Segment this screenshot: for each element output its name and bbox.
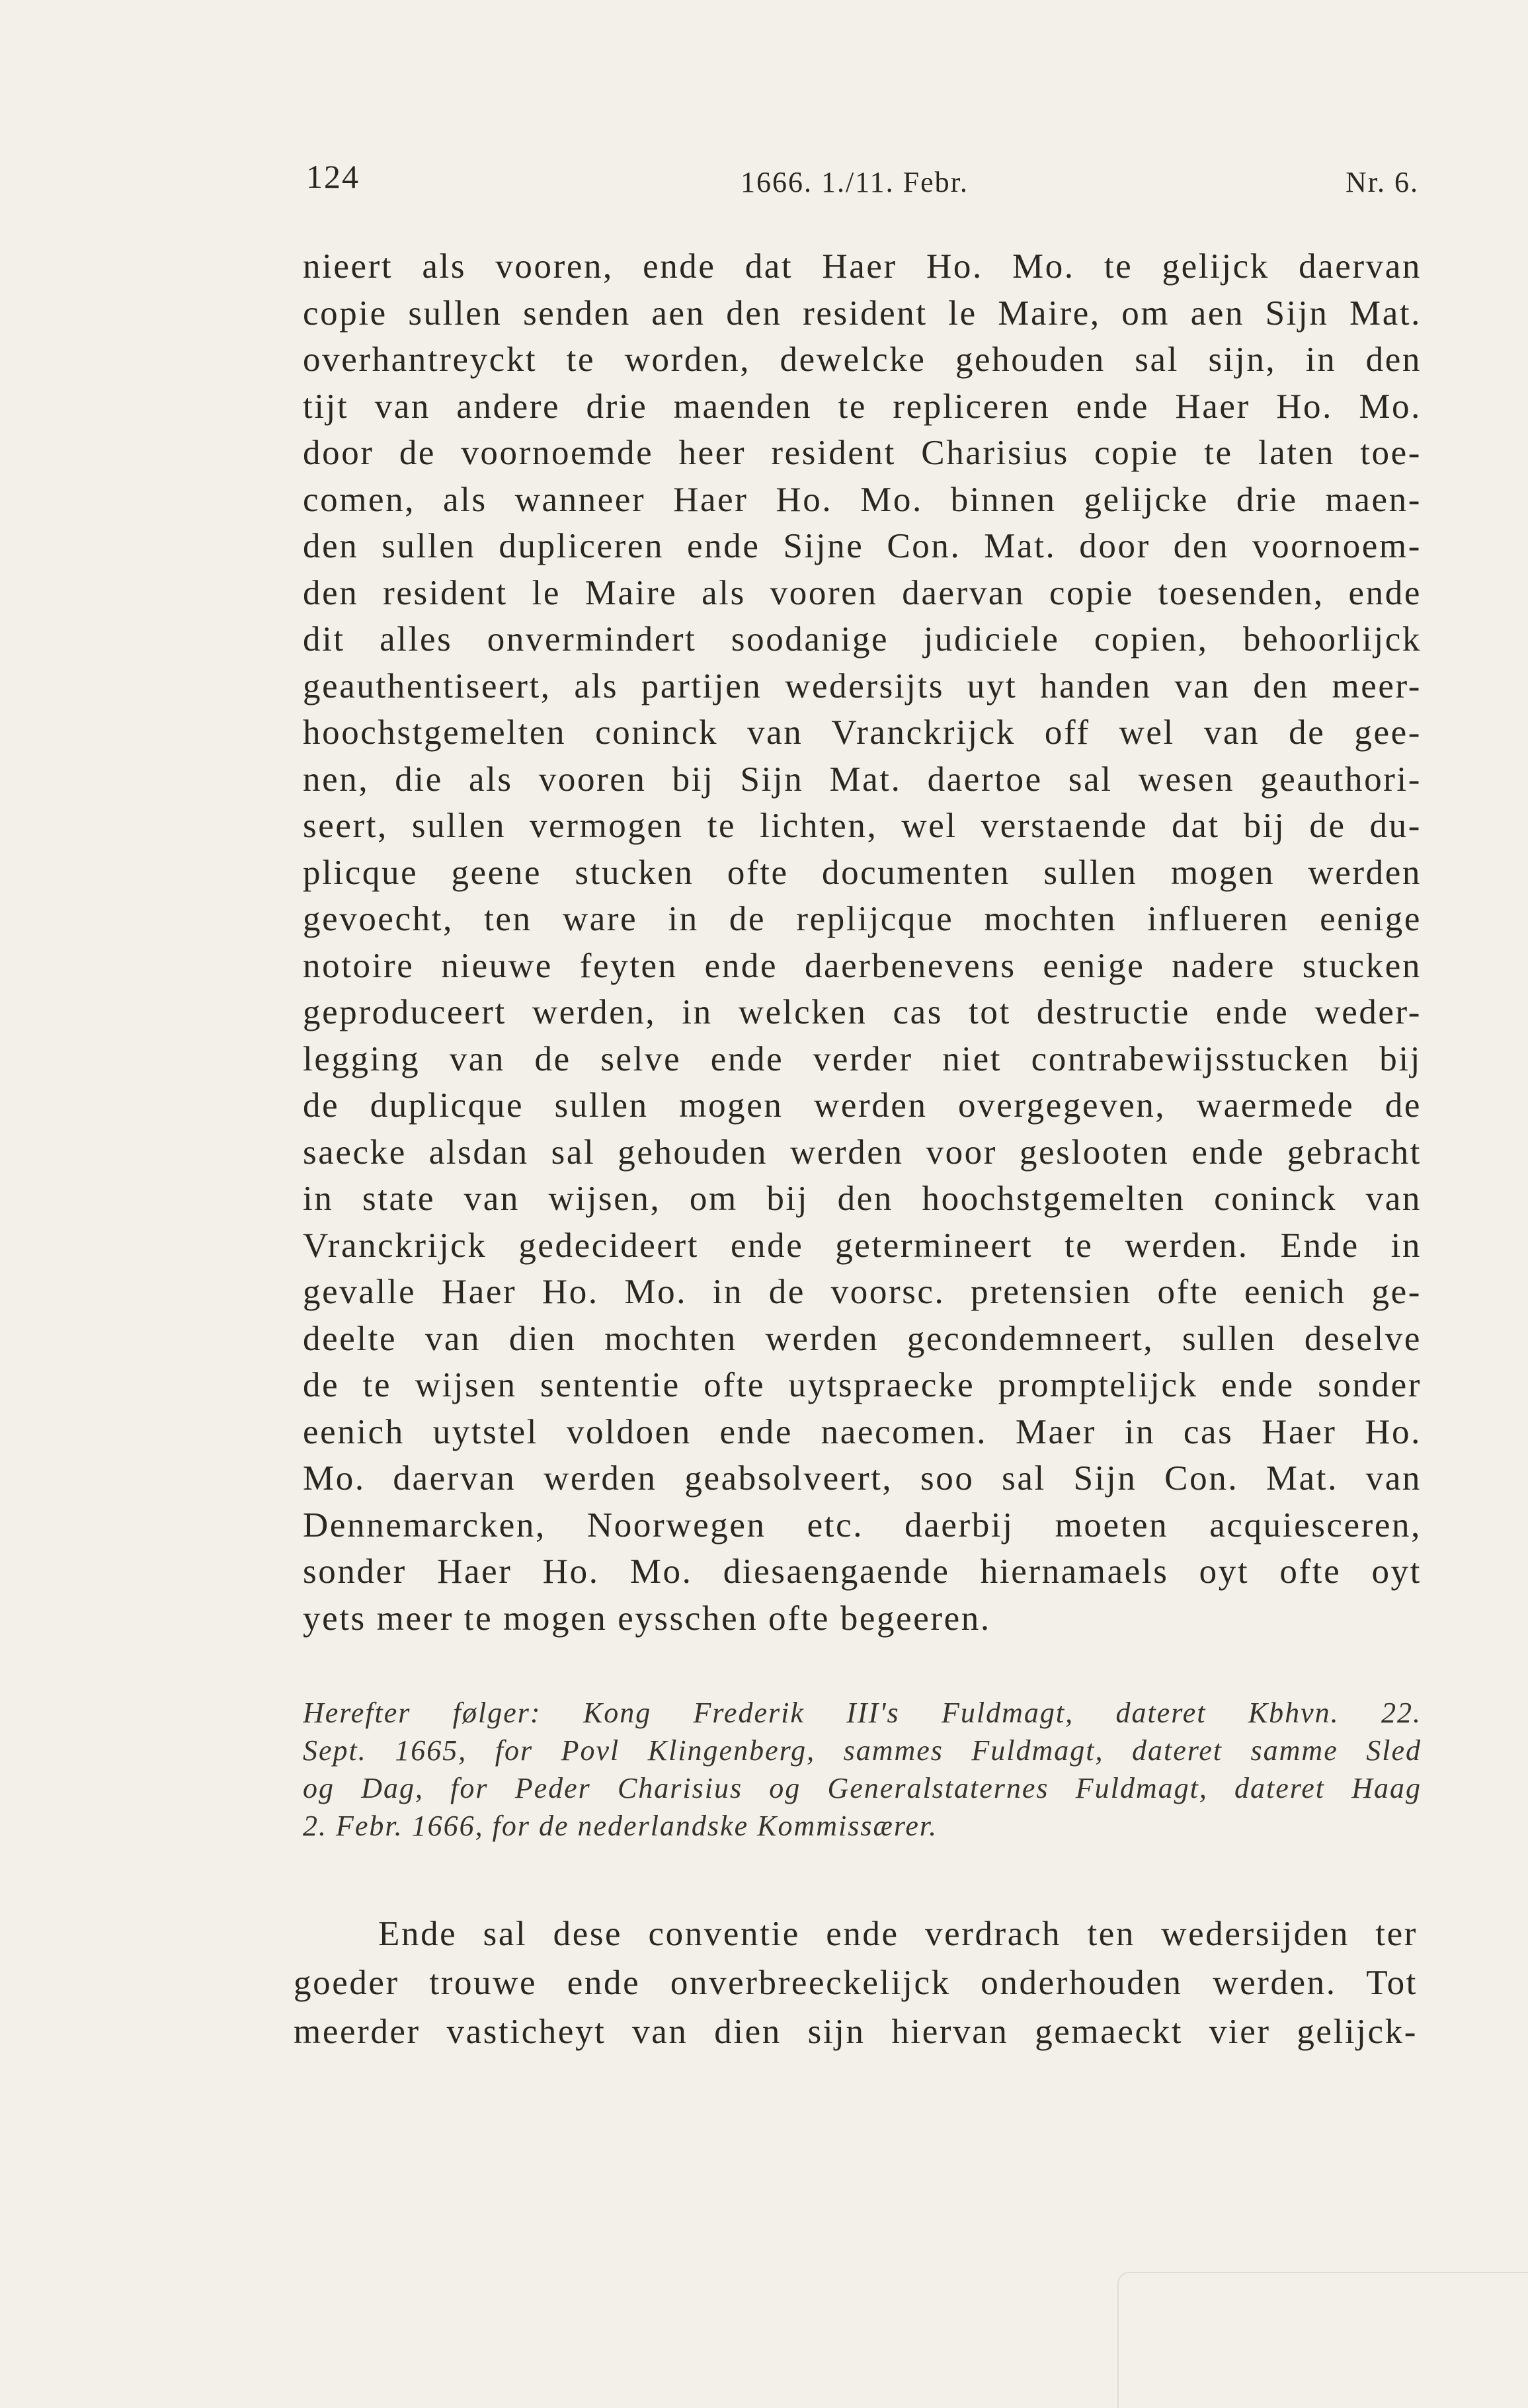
text-line: notoire nieuwe feyten ende daerbenevens eenige nadere stucken [303, 946, 1422, 985]
text-line: Ende sal dese conventie ende verdrach ten wedersijden ter [378, 1915, 1418, 1953]
text-line: sonder Haer Ho. Mo. diesaengaende hiernamaels oyt ofte oyt [303, 1552, 1422, 1591]
text-line: Mo. daervan werden geabsolveert, soo sal Sijn Con. Mat. van [303, 1459, 1422, 1498]
text-line: in state van wijsen, om bij den hoochstgemelten coninck van [303, 1180, 1422, 1218]
page-edge-mark [1117, 2272, 1528, 2408]
text-line: plicque geene stucken ofte documenten sullen mogen werden [303, 853, 1422, 892]
text-line: de te wijsen sententie ofte uytspraecke promptelijck ende sonder [303, 1366, 1422, 1404]
text-line: meerder vasticheyt van dien sijn hiervan gemaeckt vier gelijck- [294, 2013, 1418, 2051]
text-line: de duplicque sullen mogen werden overgegeven, waermede de [303, 1086, 1422, 1125]
text-line: geauthentiseert, als partijen wedersijts uyt handen van den meer- [303, 666, 1422, 705]
editorial-note [303, 1694, 1422, 1845]
note-line: Sept. 1665, for Povl Klingenberg, sammes Fuldmagt, dateret samme Sled [303, 1734, 1422, 1767]
text-line: dit alles onvermindert soodanige judiciele copien, behoorlijck [303, 620, 1422, 659]
text-line: den resident le Maire als vooren daervan copie toesenden, ende [303, 573, 1422, 612]
page-header [306, 157, 1419, 197]
text-line: hoochstgemelten coninck van Vranckrijck off wel van de gee- [303, 713, 1422, 752]
text-line: yets meer te mogen eysschen ofte begeeren. [303, 1599, 991, 1638]
text-line: overhantreyckt te worden, dewelcke gehouden sal sijn, in den [303, 341, 1422, 379]
text-line: tijt van andere drie maenden te repliceren ende Haer Ho. Mo. [303, 387, 1422, 426]
text-line: seert, sullen vermogen te lichten, wel verstaende dat bij de du- [303, 807, 1422, 845]
text-line: legging van de selve ende verder niet contrabewijsstucken bij [303, 1039, 1422, 1078]
text-line: nieert als vooren, ende dat Haer Ho. Mo. te gelijck daervan [303, 247, 1422, 286]
running-title: 1666. 1./11. Febr. [741, 166, 969, 198]
note-line: 2. Febr. 1666, for de nederlandske Kommissærer. [303, 1810, 938, 1842]
text-line: door de voornoemde heer resident Charisius copie te laten toe- [303, 434, 1422, 472]
text-line: Vranckrijck gedecideert ende getermineert te werden. Ende in [303, 1226, 1422, 1265]
text-line: geproduceert werden, in welcken cas tot destructie ende weder- [303, 993, 1422, 1031]
note-line: Herefter følger: Kong Frederik III's Fuldmagt, dateret Kbhvn. 22. [303, 1697, 1422, 1729]
text-line: comen, als wanneer Haer Ho. Mo. binnen gelijcke drie maen- [303, 480, 1422, 519]
text-line: den sullen dupliceren ende Sijne Con. Mat. door den voornoem- [303, 527, 1422, 565]
text-line: copie sullen senden aen den resident le Maire, om aen Sijn Mat. [303, 294, 1422, 333]
text-line: gevalle Haer Ho. Mo. in de voorsc. pretensien ofte eenich ge- [303, 1273, 1422, 1311]
document-number: Nr. 6. [1346, 166, 1419, 198]
main-paragraph [303, 243, 1422, 1642]
text-line: nen, die als vooren bij Sijn Mat. daertoe sal wesen geauthori- [303, 760, 1422, 799]
text-line: Dennemarcken, Noorwegen etc. daerbij moeten acquiesceren, [303, 1505, 1422, 1545]
text-line: eenich uytstel voldoen ende naecomen. Maer in cas Haer Ho. [303, 1412, 1422, 1451]
text-line: saecke alsdan sal gehouden werden voor geslooten ende gebracht [303, 1133, 1422, 1172]
note-line: og Dag, for Peder Charisius og Generalstaternes Fuldmagt, dateret Haag [303, 1772, 1422, 1804]
text-line: goeder trouwe ende onverbreeckelijck onderhouden werden. Tot [294, 1964, 1418, 2002]
text-line: gevoecht, ten ware in de replijcque mochten influeren eenige [303, 900, 1422, 938]
closing-paragraph [294, 1909, 1418, 2056]
text-line: deelte van dien mochten werden gecondemneert, sullen deselve [303, 1319, 1422, 1358]
page-number: 124 [306, 158, 360, 195]
